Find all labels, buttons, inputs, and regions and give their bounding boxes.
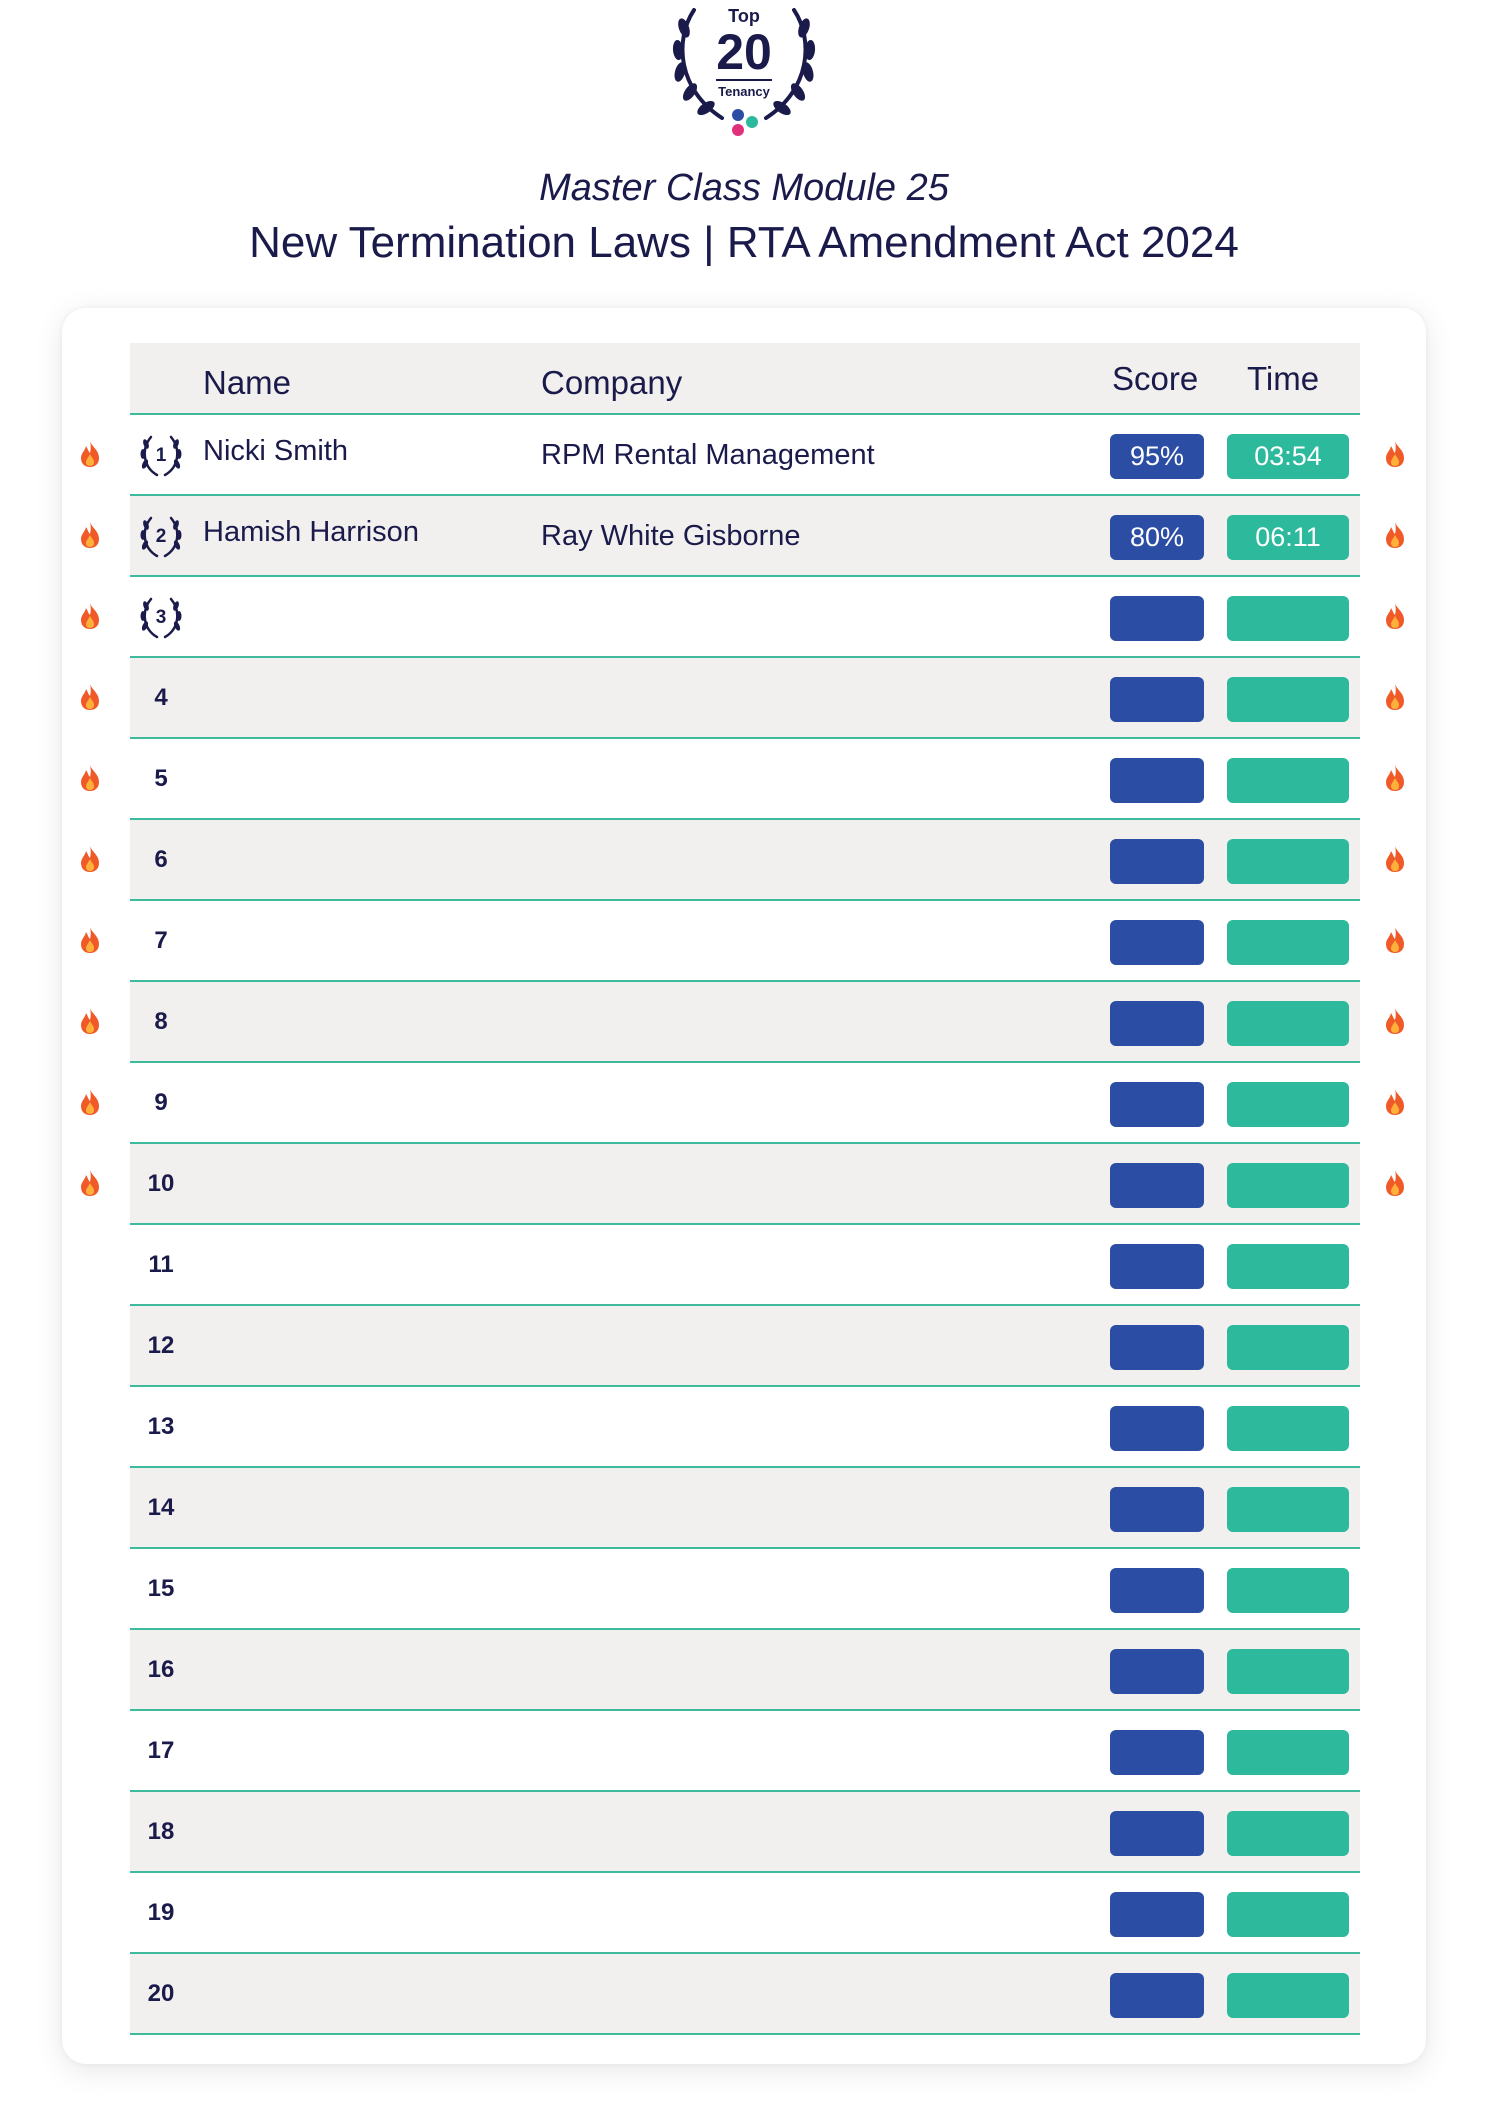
logo-top-text: Top [728, 6, 760, 26]
fire-icon [78, 440, 102, 468]
page-title: New Termination Laws | RTA Amendment Act 2024 [249, 218, 1239, 267]
table-row [130, 1225, 1360, 1306]
time-badge [1227, 920, 1349, 965]
rank-number: 5 [154, 764, 168, 792]
table-row [130, 901, 1360, 982]
table-row [130, 1630, 1360, 1711]
column-header-company: Company [541, 364, 683, 401]
fire-icon [1383, 926, 1407, 954]
table-row [130, 496, 1360, 577]
rank-number: 17 [147, 1736, 175, 1764]
score-badge [1110, 1406, 1204, 1451]
time-badge [1227, 839, 1349, 884]
rank-number: 9 [154, 1088, 168, 1116]
table-row [130, 1387, 1360, 1468]
rank-badge [130, 577, 192, 656]
fire-icon [1383, 440, 1407, 468]
fire-icon [1383, 1088, 1407, 1116]
time-badge [1227, 677, 1349, 722]
rank-number: 13 [147, 1412, 175, 1440]
table-row [130, 739, 1360, 820]
table-row [130, 1306, 1360, 1387]
table-row [130, 415, 1360, 496]
score-badge: 80% [1110, 515, 1204, 560]
rank-number: 7 [154, 926, 168, 954]
score-badge [1110, 1730, 1204, 1775]
time-badge: 03:54 [1227, 434, 1349, 479]
score-badge [1110, 1973, 1204, 2018]
rank-number: 18 [147, 1817, 175, 1845]
time-badge [1227, 596, 1349, 641]
time-badge [1227, 1001, 1349, 1046]
rank-badge [130, 415, 192, 494]
score-badge [1110, 920, 1204, 965]
logo-brand-text: Tenancy [718, 84, 770, 99]
leaderboard-table [130, 343, 1360, 2035]
fire-icon [78, 602, 102, 630]
time-badge [1227, 1325, 1349, 1370]
table-row [130, 1711, 1360, 1792]
fire-icon [1383, 602, 1407, 630]
fire-icon [78, 1007, 102, 1035]
laurel-wreath-icon [135, 429, 187, 481]
rank-number: 14 [147, 1493, 175, 1521]
score-badge [1110, 1001, 1204, 1046]
fire-icon [1383, 683, 1407, 711]
svg-text:1: 1 [155, 444, 167, 466]
table-body [130, 415, 1360, 2035]
score-badge [1110, 1892, 1204, 1937]
time-badge [1227, 1082, 1349, 1127]
fire-icon [1383, 1007, 1407, 1035]
rank-number: 11 [148, 1250, 174, 1278]
rank-number: 15 [147, 1574, 175, 1602]
time-badge [1227, 1163, 1349, 1208]
rank-number: 4 [154, 683, 168, 711]
time-badge [1227, 1568, 1349, 1613]
table-row [130, 658, 1360, 739]
fire-icon [78, 521, 102, 549]
time-badge [1227, 1406, 1349, 1451]
rank-number: 12 [147, 1331, 175, 1359]
table-row [130, 1468, 1360, 1549]
participant-company: Ray White Gisborne [541, 520, 801, 552]
column-header-name: Name [203, 364, 292, 401]
svg-text:3: 3 [155, 606, 167, 628]
score-badge [1110, 758, 1204, 803]
table-row [130, 1792, 1360, 1873]
score-badge [1110, 1487, 1204, 1532]
table-row [130, 1549, 1360, 1630]
participant-company: RPM Rental Management [541, 439, 875, 471]
time-badge [1227, 1973, 1349, 2018]
column-header-score: Score [1112, 360, 1199, 397]
page-subtitle: Master Class Module 25 [539, 167, 949, 209]
rank-number: 16 [147, 1655, 175, 1683]
score-badge [1110, 1811, 1204, 1856]
table-row [130, 1954, 1360, 2035]
table-row [130, 1873, 1360, 1954]
fire-icon [78, 845, 102, 873]
score-badge [1110, 839, 1204, 884]
table-row [130, 577, 1360, 658]
time-badge [1227, 758, 1349, 803]
time-badge [1227, 1811, 1349, 1856]
score-badge [1110, 1244, 1204, 1289]
fire-icon [1383, 845, 1407, 873]
fire-icon [78, 764, 102, 792]
rank-number: 19 [147, 1898, 175, 1926]
rank-number: 10 [147, 1169, 175, 1197]
fire-icon [1383, 1169, 1407, 1197]
rank-badge [130, 496, 192, 575]
laurel-wreath-icon [135, 510, 187, 562]
time-badge: 06:11 [1227, 515, 1349, 560]
rank-number: 20 [147, 1979, 175, 2007]
time-badge [1227, 1487, 1349, 1532]
svg-text:2: 2 [155, 525, 167, 547]
column-header-time: Time [1247, 360, 1320, 397]
participant-name: Nicki Smith [203, 435, 349, 467]
score-badge [1110, 677, 1204, 722]
fire-icon [1383, 764, 1407, 792]
time-badge [1227, 1730, 1349, 1775]
score-badge [1110, 596, 1204, 641]
score-badge [1110, 1568, 1204, 1613]
fire-icon [78, 926, 102, 954]
score-badge [1110, 1163, 1204, 1208]
time-badge [1227, 1892, 1349, 1937]
time-badge [1227, 1244, 1349, 1289]
score-badge: 95% [1110, 434, 1204, 479]
fire-icon [1383, 521, 1407, 549]
score-badge [1110, 1082, 1204, 1127]
logo-number: 20 [716, 24, 772, 80]
rank-number: 6 [154, 845, 168, 873]
time-badge [1227, 1649, 1349, 1694]
fire-icon [78, 1088, 102, 1116]
table-row [130, 1144, 1360, 1225]
table-row [130, 1063, 1360, 1144]
table-row [130, 820, 1360, 901]
fire-icon [78, 1169, 102, 1197]
laurel-wreath-icon [135, 591, 187, 643]
table-row [130, 982, 1360, 1063]
fire-icon [78, 683, 102, 711]
participant-name: Hamish Harrison [203, 516, 419, 548]
score-badge [1110, 1325, 1204, 1370]
top20-tenancy-logo [664, 0, 824, 140]
rank-number: 8 [154, 1007, 168, 1035]
score-badge [1110, 1649, 1204, 1694]
table-header [130, 343, 1360, 415]
